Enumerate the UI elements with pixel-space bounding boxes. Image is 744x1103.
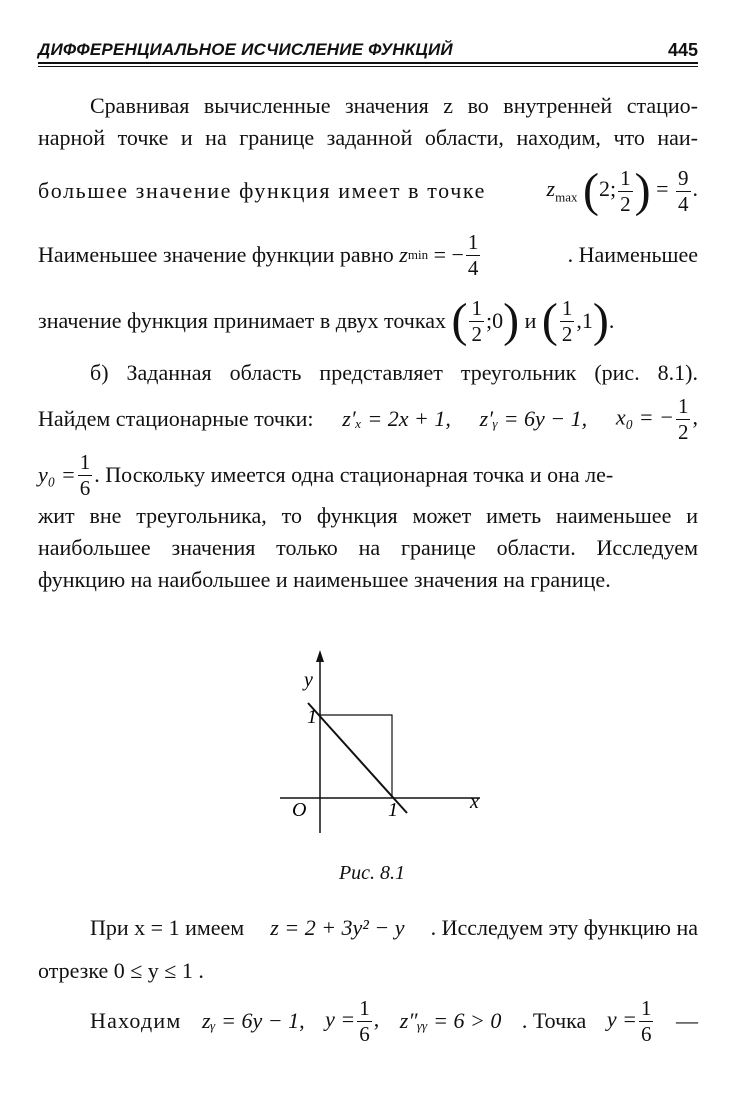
fraction: $\frac{1}{6}$ (79, 449, 91, 500)
page-number: 445 (667, 40, 698, 60)
page-header (38, 38, 698, 66)
origin-label: O (292, 799, 307, 821)
header-rule (38, 62, 698, 64)
para1-line1: Сравнивая вычисленные значения z во внутренней стацио- (90, 93, 698, 118)
para4-line1: Находим zᵧ = 6y − 1, y = $\frac{1}{6}$ , z″ᵧᵧ = 6 > 0 . Точка y = $\frac{1}{6}$ — (90, 995, 698, 1046)
fraction: $\frac{1}{2}$ (620, 165, 631, 216)
fraction: $\frac{1}{4}$ (467, 229, 479, 280)
para1-line3 (38, 160, 698, 222)
y-axis-arrow (316, 650, 324, 662)
para3-line1: При x = 1 имеем z = 2 + 3y² − y . Исследуем эту функцию на (90, 915, 698, 940)
y-axis-label: y (304, 669, 313, 691)
fraction: $\frac{1}{6}$ (640, 995, 652, 1046)
running-title: ДИФФЕРЕНЦИАЛЬНОЕ ИСЧИСЛЕНИЕ ФУНКЦИЙ (38, 40, 453, 59)
line3-text: большее значение функция имеет в точке (38, 178, 486, 203)
y-tick-label: 1 (307, 706, 317, 728)
fraction: $\frac{1}{2}$ (561, 295, 573, 346)
para2-line1: б) Заданная область представляет треугольник (рис. 8.1). (90, 360, 698, 385)
para3-line2: отрезке 0 ≤ y ≤ 1 . (38, 958, 204, 983)
para2-line2: Найдем стационарные точки: z′ₓ = 2x + 1, z′ᵧ = 6y − 1, x₀ = − $\frac{1}{2}$ , (38, 393, 698, 444)
para1-line4: Наименьшее значение функции равно z min = − $\frac{1}{4}$ . Наименьшее (38, 229, 698, 280)
fraction: $\frac{1}{2}$ (677, 393, 689, 444)
para2-line6: функцию на наибольшее и наименьшее значения на границе. (38, 567, 611, 592)
figure-8-1 (270, 648, 500, 838)
para1-line2: нарной точке и на границе заданной области, находим, что наи- (38, 125, 698, 150)
figure-caption: Рис. 8.1 (338, 862, 406, 884)
zmax-expression: $z_{max}$ (2; $\frac{1}{2}$ ) = $\frac{9}{4}$ . (546, 164, 698, 217)
fraction: $\frac{1}{2}$ (471, 295, 482, 346)
para2-line3: y₀ = $\frac{1}{6}$ . Поскольку имеется одна стационарная точка и она ле- (38, 449, 614, 500)
para2-line4: жит вне треугольника, то функция может иметь наименьшее и (38, 503, 698, 528)
para2-line5: наибольшее значения только на границе области. Исследуем (38, 535, 698, 560)
header-rule-thin (38, 66, 698, 67)
para1-line5: значение функция принимает в двух точках ( $\frac{1}{2}$ ;0 ) и ( $\frac{1}{2}$ ,1 ) . (38, 294, 615, 347)
fraction: $\frac{1}{6}$ (359, 995, 370, 1046)
fraction: $\frac{9}{4}$ (678, 165, 689, 216)
x-tick-label: 1 (388, 799, 398, 821)
x-axis-label: x (470, 791, 479, 813)
